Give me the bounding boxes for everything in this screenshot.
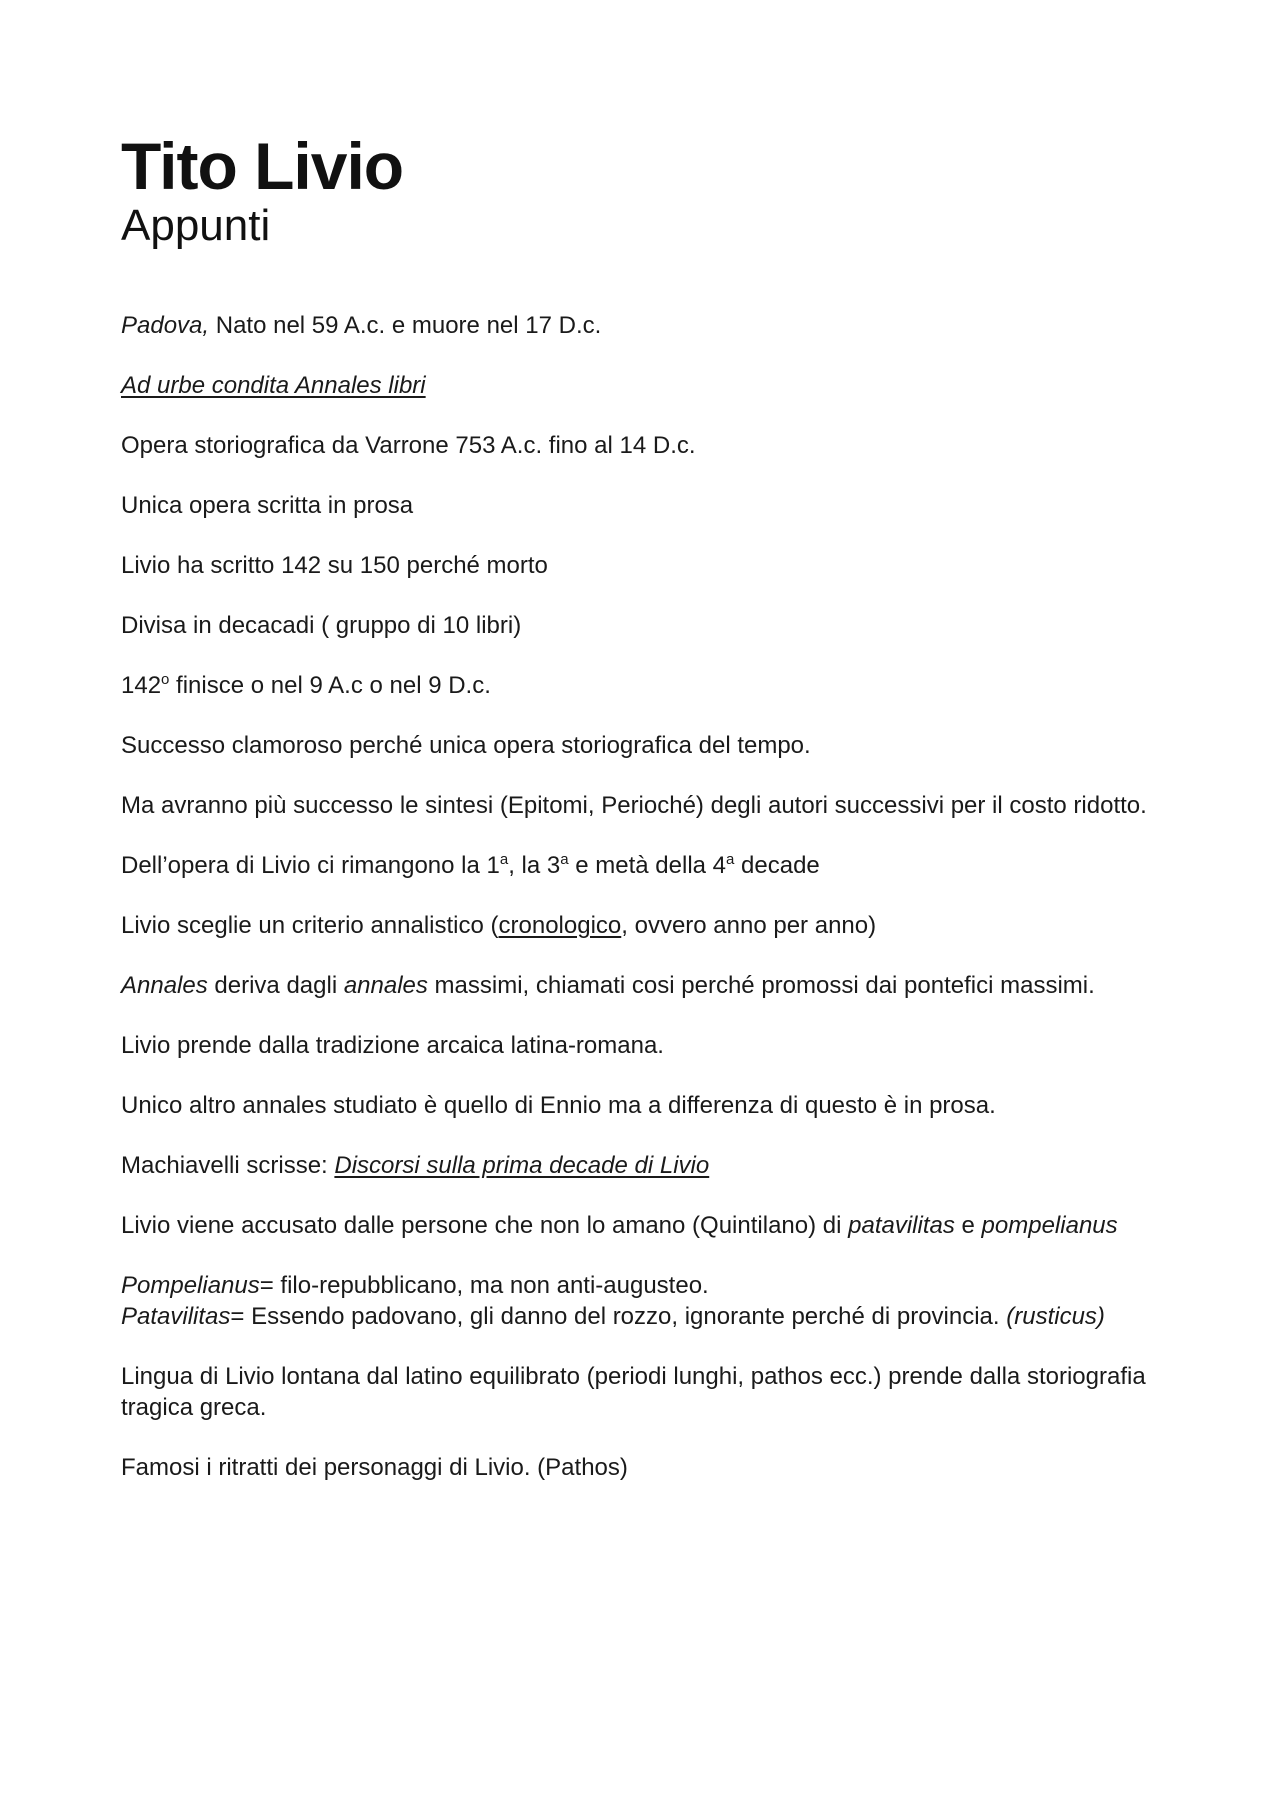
paragraph-machiavelli: Machiavelli scrisse: Discorsi sulla prima decade di Livio	[121, 1152, 710, 1179]
paragraph-opera: Opera storiografica da Varrone 753 A.c. fino al 14 D.c.	[121, 432, 696, 459]
underlined-term: cronologico	[498, 912, 622, 939]
page-subtitle: Appunti	[121, 201, 271, 250]
paragraph-accuse: Livio viene accusato dalle persone che non lo amano (Quintilano) di patavilitas e pompelianus	[121, 1212, 1118, 1239]
paragraph-work-title	[121, 370, 1160, 401]
machiavelli-work-title: Discorsi sulla prima decade di Livio	[334, 1152, 710, 1179]
place-name: Padova,	[121, 312, 210, 339]
paragraph-successo: Successo clamoroso perché unica opera storiografica del tempo.	[121, 732, 811, 759]
paragraph-142: 142$^o$ finisce o nel 9 A.c o nel 9 D.c.	[121, 671, 491, 699]
paragraph-sintesi: Ma avranno più successo le sintesi (Epitomi, Perioché) degli autori successivi per il costo ridotto.	[121, 792, 1147, 819]
paragraph-lingua: Lingua di Livio lontana dal latino equilibrato (periodi lunghi, pathos ecc.) prende dalla storiografia tragica greca.	[121, 1363, 1146, 1421]
work-title: Ad urbe condita Annales libri	[121, 372, 426, 399]
paragraph-decadi: Divisa in decacadi ( gruppo di 10 libri)	[121, 612, 522, 639]
paragraph-decadi-rimaste: Dell’opera di Livio ci rimangono la 1$^a$, la 3$^a$ e metà della 4$^a$ decade	[121, 851, 820, 879]
paragraph-prosa: Unica opera scritta in prosa	[121, 492, 414, 519]
notes-body	[121, 310, 1160, 1483]
paragraph-tradizione: Livio prende dalla tradizione arcaica latina-romana.	[121, 1032, 664, 1059]
paragraph-ritratti: Famosi i ritratti dei personaggi di Livio. (Pathos)	[121, 1454, 628, 1481]
page-title: Tito Livio	[121, 129, 404, 203]
paragraph-libri: Livio ha scritto 142 su 150 perché morto	[121, 552, 548, 579]
paragraph-ennio: Unico altro annales studiato è quello di Ennio ma a differenza di questo è in prosa.	[121, 1092, 996, 1119]
paragraph-annales: Annales deriva dagli annales massimi, chiamati cosi perché promossi dai pontefici massimi.	[121, 972, 1095, 999]
definition-patavilitas: Patavilitas= Essendo padovano, gli danno del rozzo, ignorante perché di provincia. (rusticus)	[121, 1303, 1105, 1330]
paragraph-birth: Padova, Nato nel 59 A.c. e muore nel 17 D.c.	[121, 312, 602, 339]
paragraph-criterio: Livio sceglie un criterio annalistico (cronologico, ovvero anno per anno)	[121, 912, 877, 939]
definition-pompelianus: Pompelianus= filo-repubblicano, ma non anti-augusteo.	[121, 1272, 709, 1299]
